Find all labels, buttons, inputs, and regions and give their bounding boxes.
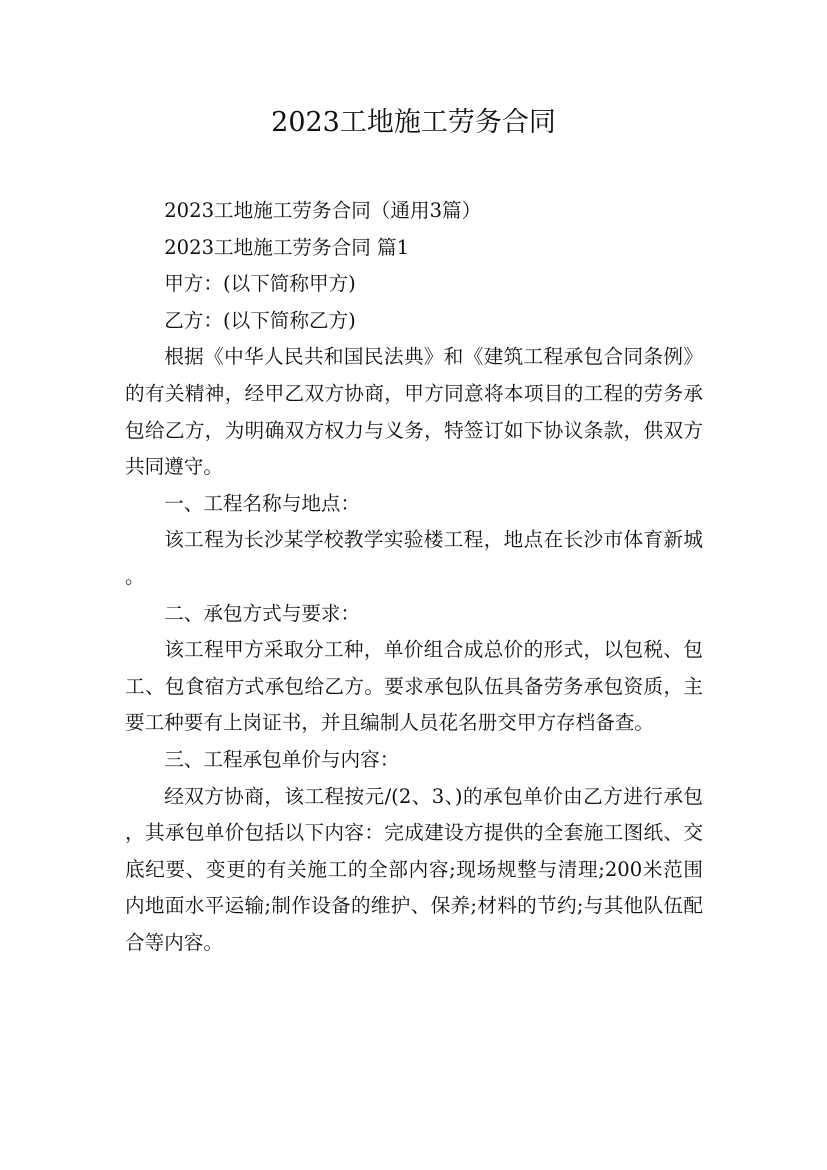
paragraph-clause-2-body: 该工程甲方采取分工种，单价组合成总价的形式，以包税、包工、包食宿方式承包给乙方。要求承包队伍具备劳务承包资质，主要工种要有上岗证书，并且编制人员花名册交甲方存档备查。 [125,638,703,735]
paragraph-clause-3-heading: 三、工程承包单价与内容： [164,747,400,771]
paragraph-party-b: 乙方：(以下简称乙方) [164,308,356,332]
document-body [125,193,703,961]
paragraph-clause-1-heading: 一、工程名称与地点： [164,491,361,515]
paragraph-clause-3-body: 经双方协商，该工程按元/(2、3、)的承包单价由乙方进行承包，其承包单价包括以下内容：完成建设方提供的全套施工图纸、交底纪要、变更的有关施工的全部内容;现场规整与清理;200米范围内地面水平运输;制作设备的维护、保养;材料的节约;与其他队伍配合等内容。 [125,784,703,954]
paragraph-subtitle: 2023工地施工劳务合同（通用3篇） [164,199,482,222]
paragraph-clause-1-body: 该工程为长沙某学校教学实验楼工程，地点在长沙市体育新城。 [125,528,703,588]
document-title: 2023工地施工劳务合同 [271,107,556,138]
paragraph-party-a: 甲方：(以下简称甲方) [164,272,356,296]
paragraph-section-heading: 2023工地施工劳务合同 篇1 [164,235,410,259]
paragraph-clause-2-heading: 二、承包方式与要求： [164,601,361,625]
paragraph-preamble: 根据《中华人民共和国民法典》和《建筑工程承包合同条例》的有关精神，经甲乙双方协商，甲方同意将本项目的工程的劳务承包给乙方，为明确双方权力与义务，特签订如下协议条款，供双方共同遵守。 [125,345,703,479]
